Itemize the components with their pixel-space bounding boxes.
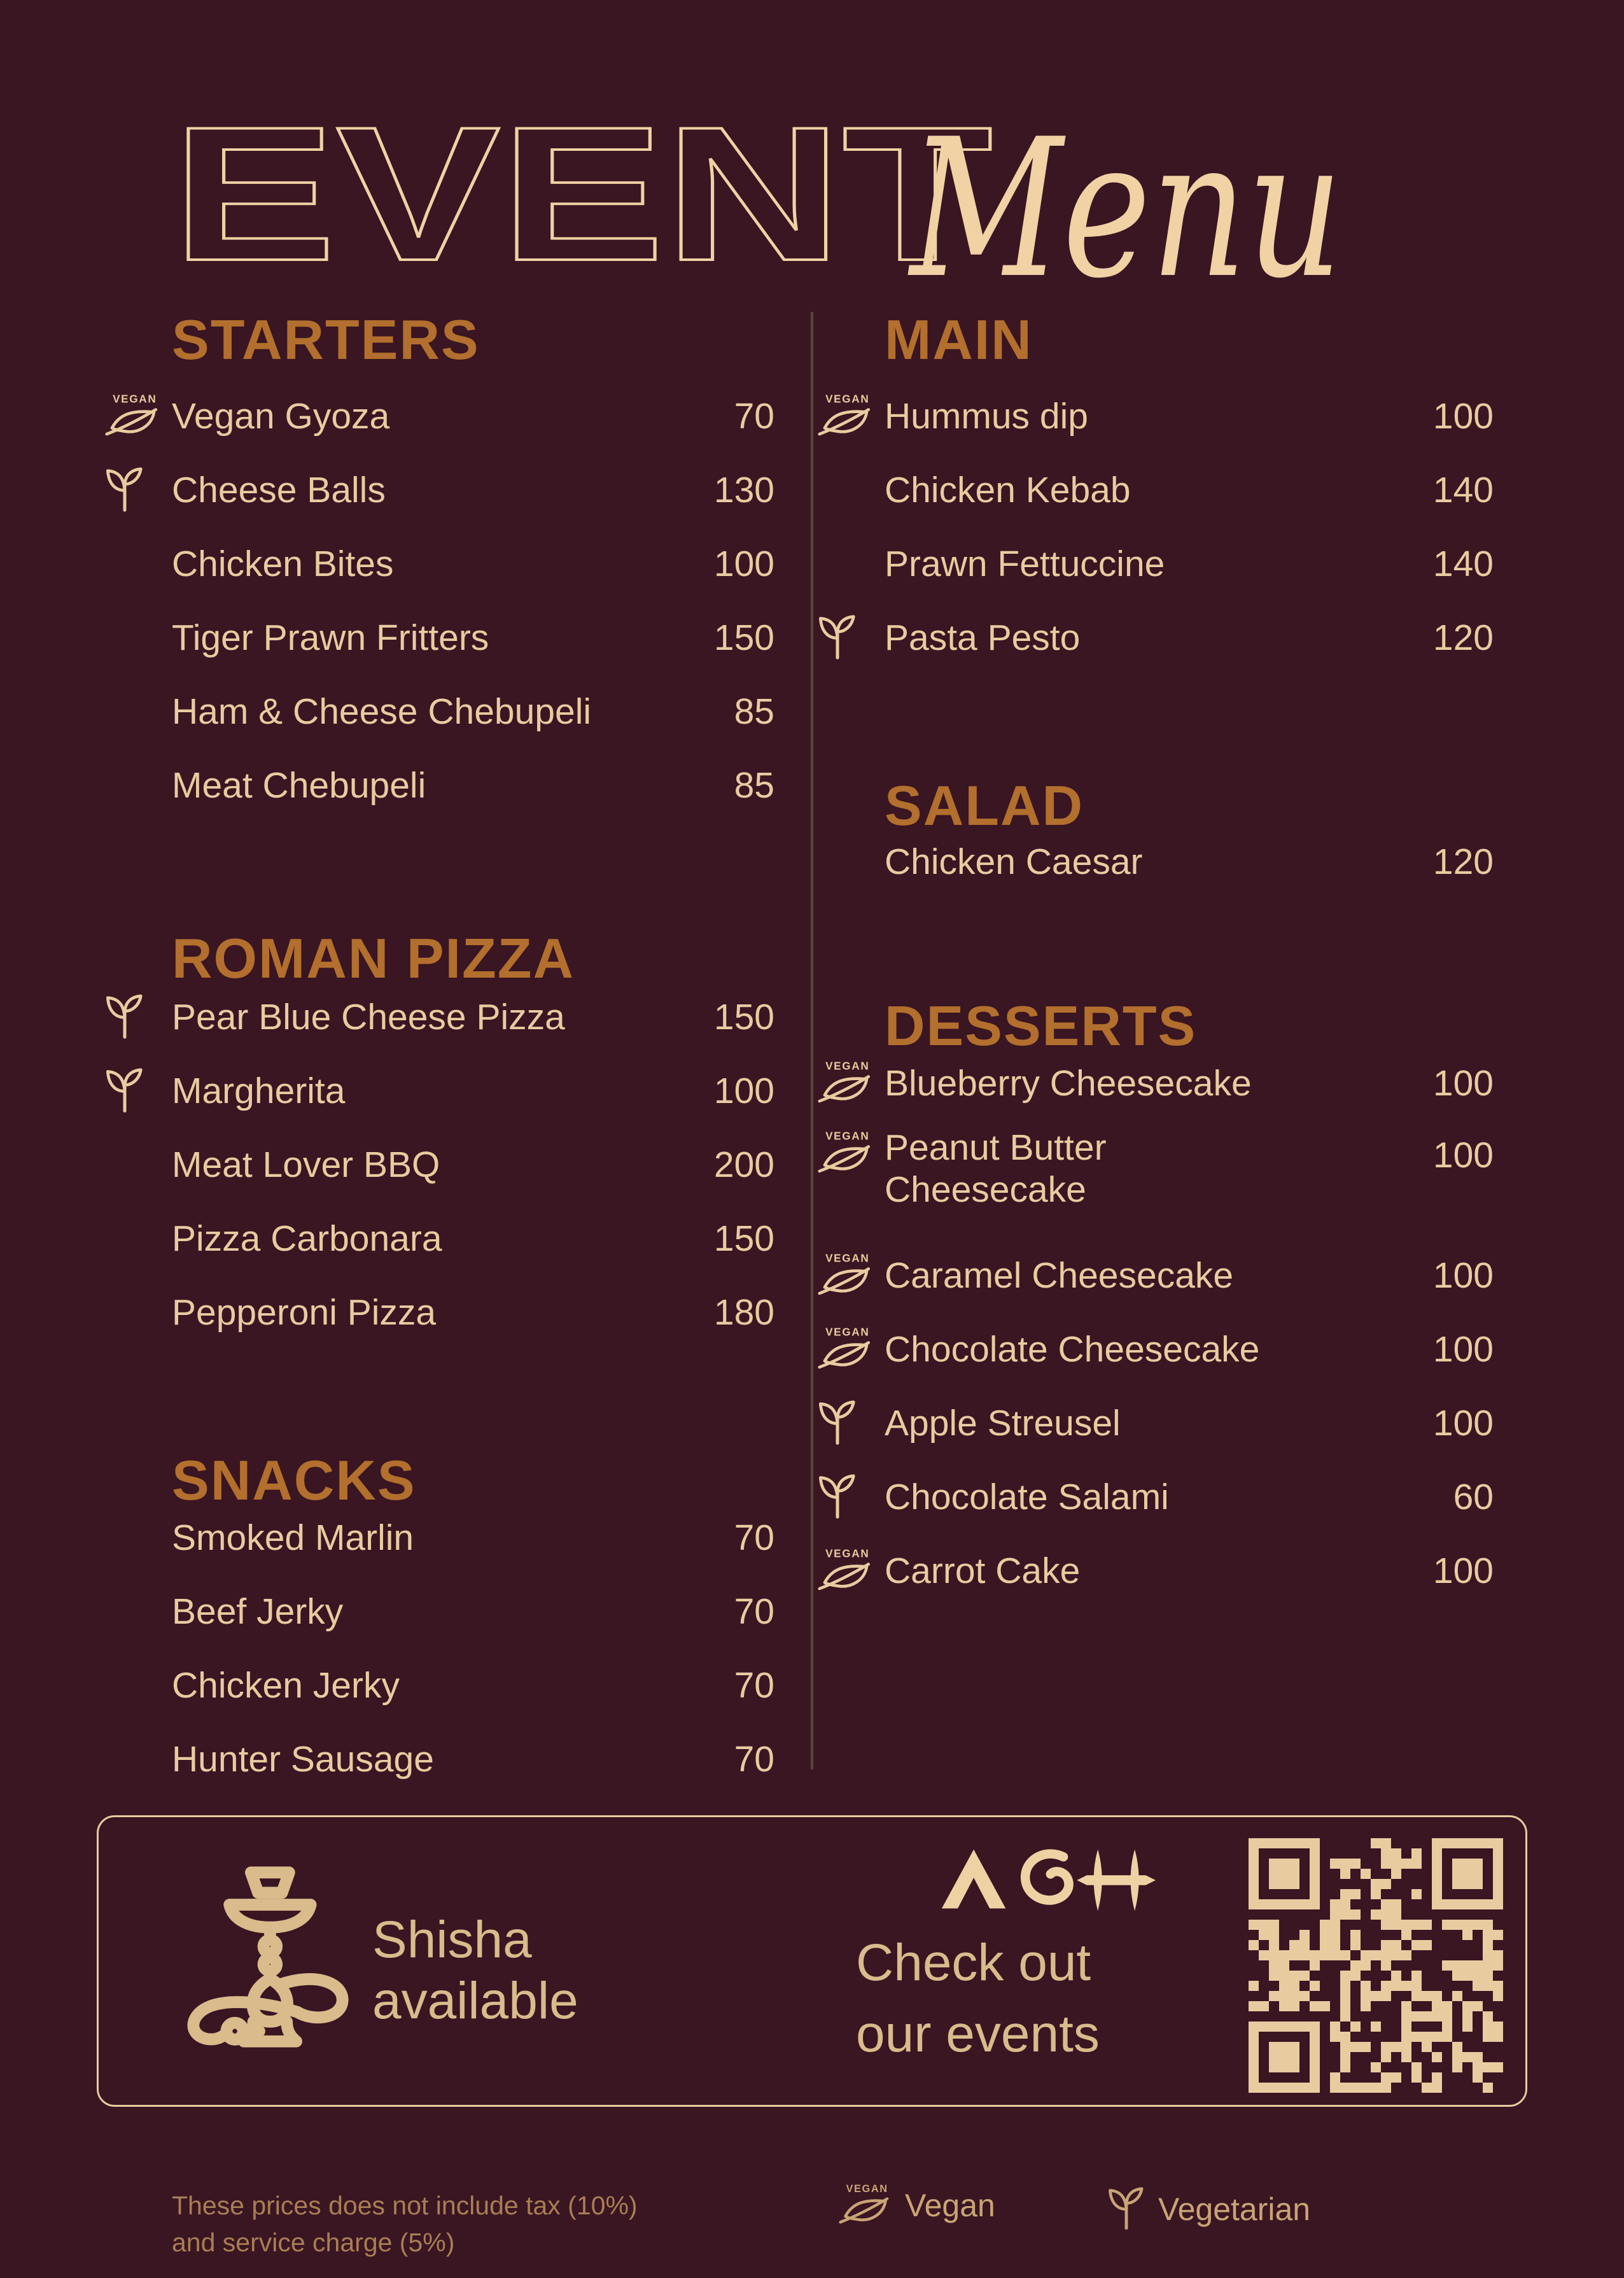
vegetarian-icon — [105, 1068, 172, 1114]
title-event: EVENT — [172, 87, 993, 299]
item-name: Beef Jerky — [172, 1591, 344, 1632]
item-price: 180 — [713, 1292, 774, 1333]
main-list — [818, 379, 1494, 675]
vegan-icon — [818, 392, 885, 441]
menu-item — [818, 1239, 1494, 1312]
menu-item — [105, 980, 774, 1054]
events-line1: Check out — [856, 1934, 1091, 1992]
menu-item — [105, 1128, 774, 1202]
menu-item — [105, 1202, 774, 1276]
item-price: 200 — [713, 1144, 774, 1185]
item-price: 100 — [1432, 1063, 1494, 1104]
page-title — [0, 19, 1624, 299]
item-name: Ham & Cheese Chebupeli — [172, 691, 592, 732]
starters-list — [105, 379, 774, 822]
item-name: Meat Lover BBQ — [172, 1144, 440, 1185]
section-heading-starters: STARTERS — [172, 308, 480, 371]
legend-vegan — [839, 2182, 995, 2229]
section-heading-salad: SALAD — [885, 774, 1084, 837]
menu-item — [818, 379, 1494, 453]
item-price: 70 — [734, 1739, 774, 1780]
menu-item — [818, 825, 1494, 899]
shisha-line2: available — [372, 1972, 578, 2030]
item-price: 100 — [1432, 1135, 1494, 1176]
menu-item — [105, 1649, 774, 1722]
shisha-available-label — [372, 1909, 578, 2032]
item-name: Prawn Fettuccine — [885, 543, 1165, 584]
menu-item — [818, 1534, 1494, 1608]
item-name: Chicken Jerky — [172, 1664, 400, 1706]
item-price: 100 — [1432, 1550, 1494, 1591]
section-heading-main: MAIN — [885, 308, 1033, 371]
disclaimer-line2: and service charge (5%) — [172, 2228, 455, 2257]
item-name: Hunter Sausage — [172, 1738, 434, 1780]
salad-list — [818, 825, 1494, 899]
item-price: 100 — [713, 1071, 774, 1111]
item-name: Pizza Carbonara — [172, 1218, 442, 1259]
roman-pizza-list — [105, 980, 774, 1349]
vegetarian-icon — [818, 1474, 885, 1521]
item-price: 150 — [713, 617, 774, 658]
menu-item — [105, 1276, 774, 1349]
vegan-icon — [818, 1251, 885, 1300]
menu-item — [818, 453, 1494, 527]
title-menu-script: Menu — [907, 98, 1343, 299]
item-price: 85 — [734, 691, 774, 732]
item-name: Apple Streusel — [885, 1402, 1121, 1444]
vegetarian-icon — [105, 994, 172, 1041]
item-price: 140 — [1432, 470, 1494, 510]
item-name: Vegan Gyoza — [172, 395, 390, 437]
menu-item — [105, 601, 774, 675]
vegetarian-icon — [105, 467, 172, 514]
menu-item — [105, 675, 774, 749]
item-name: Chicken Bites — [172, 543, 394, 584]
item-name: Pasta Pesto — [885, 617, 1081, 658]
item-price: 70 — [734, 396, 774, 437]
legend-vegan-label: Vegan — [905, 2188, 995, 2223]
column-divider — [811, 312, 813, 1769]
menu-item — [105, 453, 774, 527]
hookah-icon — [159, 1862, 369, 2053]
item-name: Chicken Caesar — [885, 841, 1143, 882]
item-price: 70 — [734, 1517, 774, 1558]
vegan-icon — [839, 2182, 892, 2229]
section-heading-desserts: DESSERTS — [885, 994, 1197, 1057]
menu-item — [818, 1386, 1494, 1460]
item-name: Hummus dip — [885, 395, 1088, 437]
item-price: 100 — [713, 544, 774, 584]
item-price: 85 — [734, 765, 774, 806]
item-price: 100 — [1432, 1255, 1494, 1296]
menu-item — [818, 527, 1494, 601]
legend-vegetarian-label: Vegetarian — [1158, 2191, 1311, 2227]
menu-item — [105, 1575, 774, 1649]
shisha-line1: Shisha — [372, 1911, 532, 1969]
vegetarian-icon — [818, 1400, 885, 1447]
desserts-list — [818, 1046, 1494, 1608]
item-name: Meat Chebupeli — [172, 764, 426, 806]
item-name: Smoked Marlin — [172, 1517, 414, 1558]
vegetarian-icon — [1107, 2187, 1145, 2232]
section-heading-roman-pizza: ROMAN PIZZA — [172, 927, 575, 990]
item-name: Tiger Prawn Fritters — [172, 617, 489, 658]
menu-item — [818, 1046, 1494, 1120]
vegan-icon — [105, 392, 172, 441]
item-name: Pepperoni Pizza — [172, 1291, 437, 1333]
snacks-list — [105, 1501, 774, 1796]
events-line2: our events — [856, 2005, 1100, 2063]
vegetarian-icon — [818, 615, 885, 661]
ash-logo — [937, 1845, 1158, 1916]
item-name: Blueberry Cheesecake — [885, 1062, 1252, 1104]
item-price: 140 — [1432, 544, 1494, 584]
price-disclaimer — [172, 2187, 638, 2261]
vegan-icon — [818, 1129, 885, 1178]
item-price: 100 — [1432, 1403, 1494, 1444]
menu-item — [818, 601, 1494, 675]
item-price: 70 — [734, 1591, 774, 1632]
item-price: 100 — [1432, 1329, 1494, 1370]
vegan-icon — [818, 1547, 885, 1596]
item-name: Chocolate Salami — [885, 1476, 1169, 1517]
disclaimer-line1: These prices does not include tax (10%) — [172, 2191, 638, 2220]
item-name: Cheese Balls — [172, 469, 386, 510]
item-price: 120 — [1432, 617, 1494, 658]
menu-item — [818, 1120, 1494, 1239]
item-price: 100 — [1432, 396, 1494, 437]
section-heading-snacks: SNACKS — [172, 1449, 416, 1512]
menu-item — [105, 1054, 774, 1128]
item-name: Pear Blue Cheese Pizza — [172, 996, 565, 1037]
menu-item — [818, 1312, 1494, 1386]
item-price: 150 — [713, 997, 774, 1037]
check-out-events-label — [856, 1927, 1100, 2070]
menu-item — [105, 749, 774, 822]
item-price: 60 — [1453, 1477, 1494, 1517]
menu-item — [105, 1501, 774, 1575]
item-price: 150 — [713, 1218, 774, 1259]
item-price: 120 — [1432, 841, 1494, 882]
item-price: 130 — [713, 470, 774, 510]
item-name: Caramel Cheesecake — [885, 1255, 1234, 1296]
item-name: Carrot Cake — [885, 1550, 1081, 1591]
menu-item — [818, 1460, 1494, 1534]
qr-code — [1249, 1838, 1503, 2093]
menu-item — [105, 527, 774, 601]
vegan-icon — [818, 1059, 885, 1108]
item-name: Peanut Butter Cheesecake — [885, 1127, 1107, 1210]
menu-item — [105, 1722, 774, 1796]
item-name: Chocolate Cheesecake — [885, 1328, 1260, 1370]
item-price: 70 — [734, 1665, 774, 1706]
menu-item — [105, 379, 774, 453]
item-name: Chicken Kebab — [885, 469, 1131, 510]
item-name: Margherita — [172, 1070, 346, 1111]
legend-vegetarian — [1107, 2187, 1310, 2232]
vegan-icon — [818, 1325, 885, 1374]
